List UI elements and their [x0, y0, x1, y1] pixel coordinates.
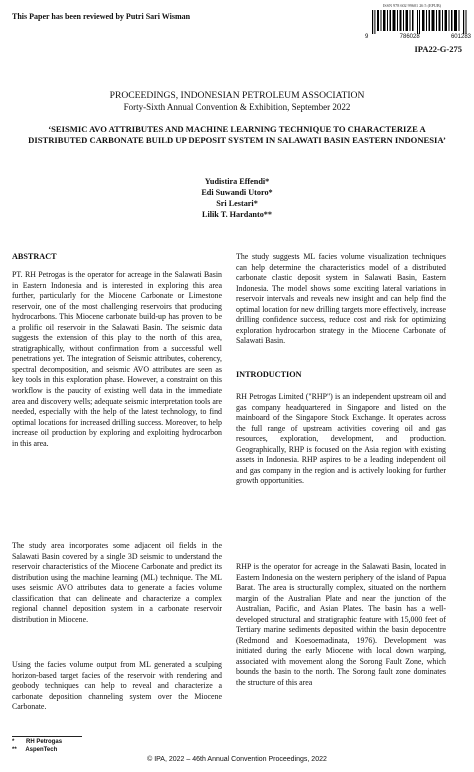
reviewer-note: This Paper has been reviewed by Putri Sari Wisman — [12, 12, 191, 21]
footnote-text: AspenTech — [25, 747, 58, 753]
author-list — [0, 176, 474, 220]
author-name: Edi Suwandi Utoro* — [201, 188, 273, 197]
author-name: Lilik T. Hardanto** — [202, 210, 272, 219]
abstract-heading: ABSTRACT — [12, 252, 57, 261]
convention-line: Forty-Sixth Annual Convention & Exhibition, September 2022 — [123, 102, 351, 112]
barcode-num-left: 9 — [365, 34, 369, 40]
paper-id: IPA22-G-275 — [414, 44, 462, 54]
introduction-paragraph: RH Petrogas Limited ("RHP") is an independent upstream oil and gas company headquartered in Singapore and listed on the mainboard of the Singapore Stock Exchange. It operates across the full range of upstream activities covering oil and gas resources, exploration, development, and production. Geographically, RHP is focused on the Asia region with existing assets in Indonesia. RHP aspires to be a leading independent oil and gas company in the region and is actively looking for further growth opportunities. — [236, 392, 446, 486]
barcode-numbers — [365, 34, 471, 40]
introduction-paragraph: RHP is the operator for acreage in the Salawati Basin, located in Eastern Indonesia on the western periphery of the island of Papua Barat. The area is structurally complex, situated on the northern margin of the Australian Plate and near the junction of the Australian, Pacific, and Asian Plates. The basin has a well-developed structural and stratigraphic feature with 15,000 feet of Tertiary marine sediments deposited within the basin depocentre (Redmond and Koesoemadinata, 1976). Development was initiated during the early Miocene with local down warping, associated with movement along the Sorong Fault Zone, which bounds the basin to the north. The Sorong fault zone dominates the structure of this area — [236, 562, 446, 688]
abstract-paragraph: PT. RH Petrogas is the operator for acreage in the Salawati Basin in Eastern Indonesia and is interested in exploring this area further, particularly for the Miocene Carbonate or Limestone reservoir, one of the most challenging reservoirs that producing hydrocarbons. This Miocene carbonate build-up has proven to be a prolific oil reservoir in the Salawati Basin. The seismic data suggests the extension of this play to the north of this area, stratigraphically, without confirmation from a successful well penetrations yet. The integration of Seismic attributes, coherency, spectral decomposition, and seismic AVO attributes are seen as key tools in this exploration phase. However, a constraint on this workflow is the paucity of existing well data in the immediate area and discovery wells; adequate seismic interpretation tools are needed, especially with the help of the latest technology, to find optimal locations for increased drilling success. Moreover, to help increase oil production by exploring and exploiting hydrocarbon in this area. — [12, 270, 222, 448]
footnote-text: RH Petrogas — [26, 739, 63, 745]
proceedings-heading: PROCEEDINGS, INDONESIAN PETROLEUM ASSOCIATION — [109, 90, 365, 101]
barcode-num-mid: 786028 — [399, 34, 420, 40]
barcode-num-right: 601283 — [450, 34, 471, 40]
isbn-text: ISSN 978 602 99601 26 5 (EPUB) — [382, 3, 442, 8]
footnote-divider — [12, 736, 82, 737]
footnote-mark: * — [12, 739, 15, 745]
author-name: Yudistira Effendi* — [204, 177, 270, 186]
footnote-mark: ** — [12, 747, 17, 753]
abstract-paragraph: The study suggests ML facies volume visualization techniques can help determine the characteristics model of a distributed carbonate clastic deposit system in Salawati Basin, Eastern Indonesia. The model shows some exciting lateral variations in reservoir intervals and reveals new insight and can help find the optimal location for new drilling targets more effectively, increase drilling confidence success, reduce cost and risk for optimizing exploration hydrocarbon strategy in the Miocene Carbonate of Salawati Basin. — [236, 252, 446, 346]
footnote — [12, 747, 57, 753]
introduction-heading: INTRODUCTION — [236, 370, 302, 379]
paper-title: ‘SEISMIC AVO ATTRIBUTES AND MACHINE LEARNING TECHNIQUE TO CHARACTERIZE A DISTRIBUTED CARBONATE BUILD UP DEPOSIT SYSTEM IN SALAWATI BASIN EASTERN INDONESIA’ — [28, 124, 446, 146]
footnote — [12, 739, 62, 745]
author-name: Sri Lestari* — [216, 199, 258, 208]
abstract-paragraph: Using the facies volume output from ML generated a sculping horizon-based target facies of the reservoir with rendering and geobody techniques can help to reveal and characterize a carbonate deposition channeling system over the Miocene Carbonate. — [12, 660, 222, 712]
abstract-paragraph: The study area incorporates some adjacent oil fields in the Salawati Basin covered by a single 3D seismic to understand the reservoir characteristics of the Miocene Carbonate and predict its distribution using the machine learning (ML) technique. The ML uses seismic AVO attributes data to generate a facies volume classification that can delineate and characterize a complex regional channel deposition system in a carbonate reservoir distribution in Miocene. — [12, 541, 222, 624]
page-footer: © IPA, 2022 – 46th Annual Convention Proceedings, 2022 — [147, 756, 327, 763]
barcode-image — [372, 10, 468, 34]
